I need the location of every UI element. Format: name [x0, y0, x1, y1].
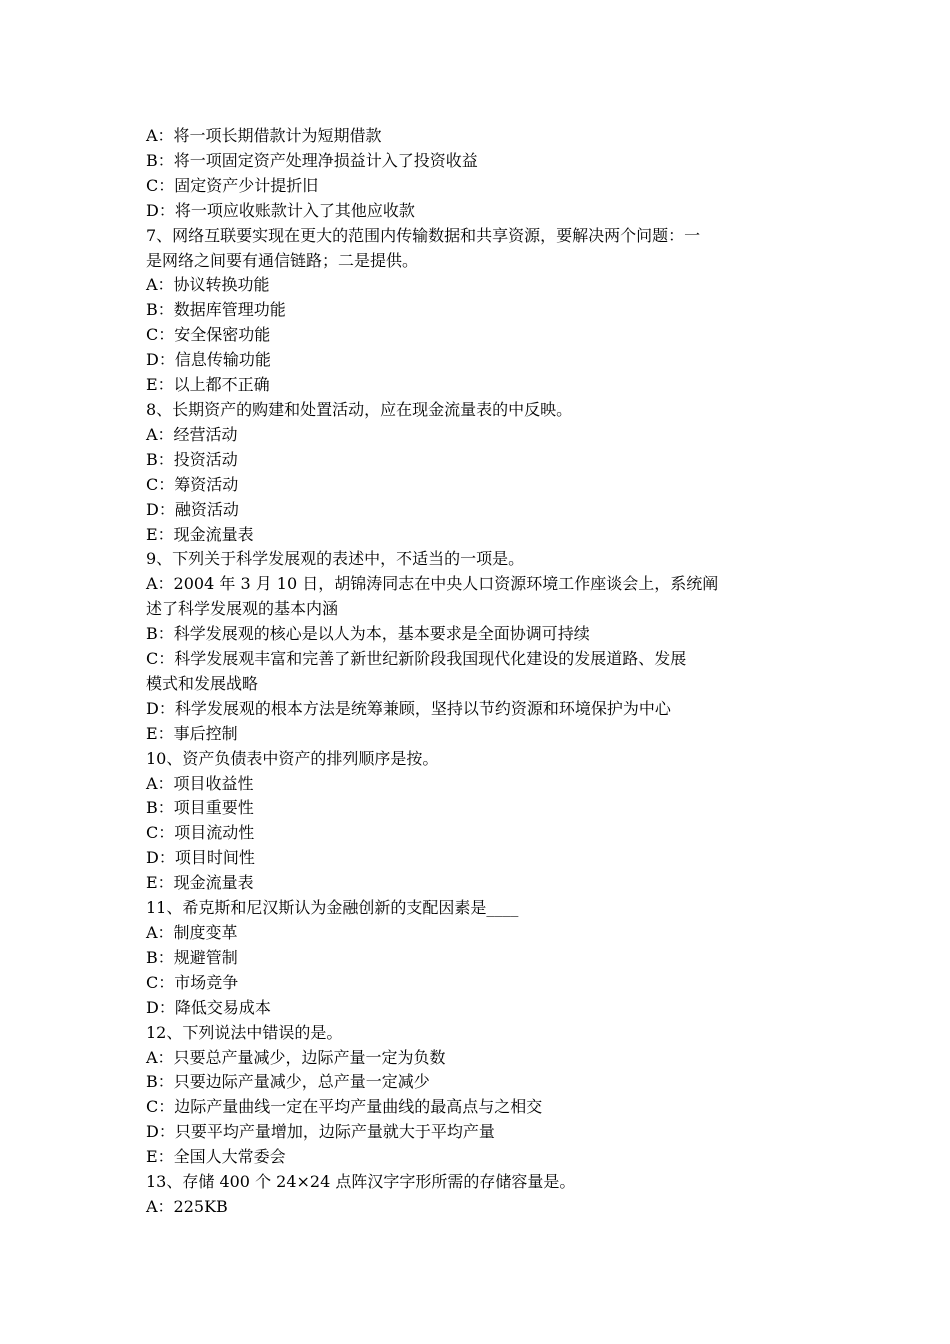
option-line: D：信息传输功能	[146, 350, 271, 370]
question-line: 8、长期资产的购建和处置活动，应在现金流量表的中反映。	[146, 399, 573, 419]
question-line: 10、资产负债表中资产的排列顺序是按。	[146, 748, 439, 768]
option-line: 模式和发展战略	[146, 673, 259, 693]
option-line: B：只要边际产量减少，总产量一定减少	[146, 1072, 430, 1092]
option-line: C：边际产量曲线一定在平均产量曲线的最高点与之相交	[146, 1097, 543, 1117]
option-line: E：现金流量表	[146, 873, 254, 893]
question-line: 11、希克斯和尼汉斯认为金融创新的支配因素是____	[146, 898, 519, 918]
option-line: D：降低交易成本	[146, 997, 271, 1017]
option-line: B：数据库管理功能	[146, 300, 286, 320]
option-line: B：将一项固定资产处理净损益计入了投资收益	[146, 150, 478, 170]
option-line: C：科学发展观丰富和完善了新世纪新阶段我国现代化建设的发展道路、发展	[146, 649, 687, 669]
option-line: E：以上都不正确	[146, 375, 270, 395]
option-line: B：项目重要性	[146, 798, 254, 818]
option-line: A：2004 年 3 月 10 日，胡锦涛同志在中央人口资源环境工作座谈会上，系统阐	[146, 574, 719, 594]
option-line: A：项目收益性	[146, 773, 254, 793]
option-line: B：规避管制	[146, 947, 238, 967]
option-line: A：经营活动	[146, 424, 238, 444]
option-line: C：安全保密功能	[146, 325, 271, 345]
option-line: D：只要平均产量增加，边际产量就大于平均产量	[146, 1122, 495, 1142]
document-page	[146, 124, 816, 1220]
option-line: C：市场竞争	[146, 972, 239, 992]
option-line: A：将一项长期借款计为短期借款	[146, 126, 382, 145]
option-line: D：将一项应收账款计入了其他应收款	[146, 200, 415, 220]
question-line: 7、网络互联要实现在更大的范围内传输数据和共享资源，要解决两个问题：一	[146, 225, 701, 245]
option-line: E：全国人大常委会	[146, 1147, 286, 1167]
option-line: 述了科学发展观的基本内涵	[146, 599, 339, 619]
option-line: E：现金流量表	[146, 524, 254, 544]
question-line: 9、下列关于科学发展观的表述中，不适当的一项是。	[146, 549, 525, 569]
option-line: A：协议转换功能	[146, 275, 270, 295]
question-line: 是网络之间要有通信链路；二是提供。	[146, 250, 419, 270]
option-line: E：事后控制	[146, 723, 238, 743]
option-line: C：筹资活动	[146, 474, 239, 494]
option-line: C：项目流动性	[146, 823, 255, 843]
option-line: A：制度变革	[146, 923, 238, 942]
question-line: 13、存储 400 个 24×24 点阵汉字字形所需的存储容量是。	[146, 1172, 576, 1192]
option-line: A：225KB	[146, 1196, 228, 1216]
option-line: A：只要总产量减少，边际产量一定为负数	[146, 1047, 446, 1067]
option-line: C：固定资产少计提折旧	[146, 175, 319, 195]
option-line: D：项目时间性	[146, 848, 255, 868]
option-line: D：科学发展观的根本方法是统筹兼顾，坚持以节约资源和环境保护为中心	[146, 698, 671, 718]
question-line: 12、下列说法中错误的是。	[146, 1022, 343, 1042]
option-line: D：融资活动	[146, 499, 239, 519]
option-line: B：投资活动	[146, 449, 238, 469]
option-line: B：科学发展观的核心是以人为本，基本要求是全面协调可持续	[146, 624, 590, 644]
